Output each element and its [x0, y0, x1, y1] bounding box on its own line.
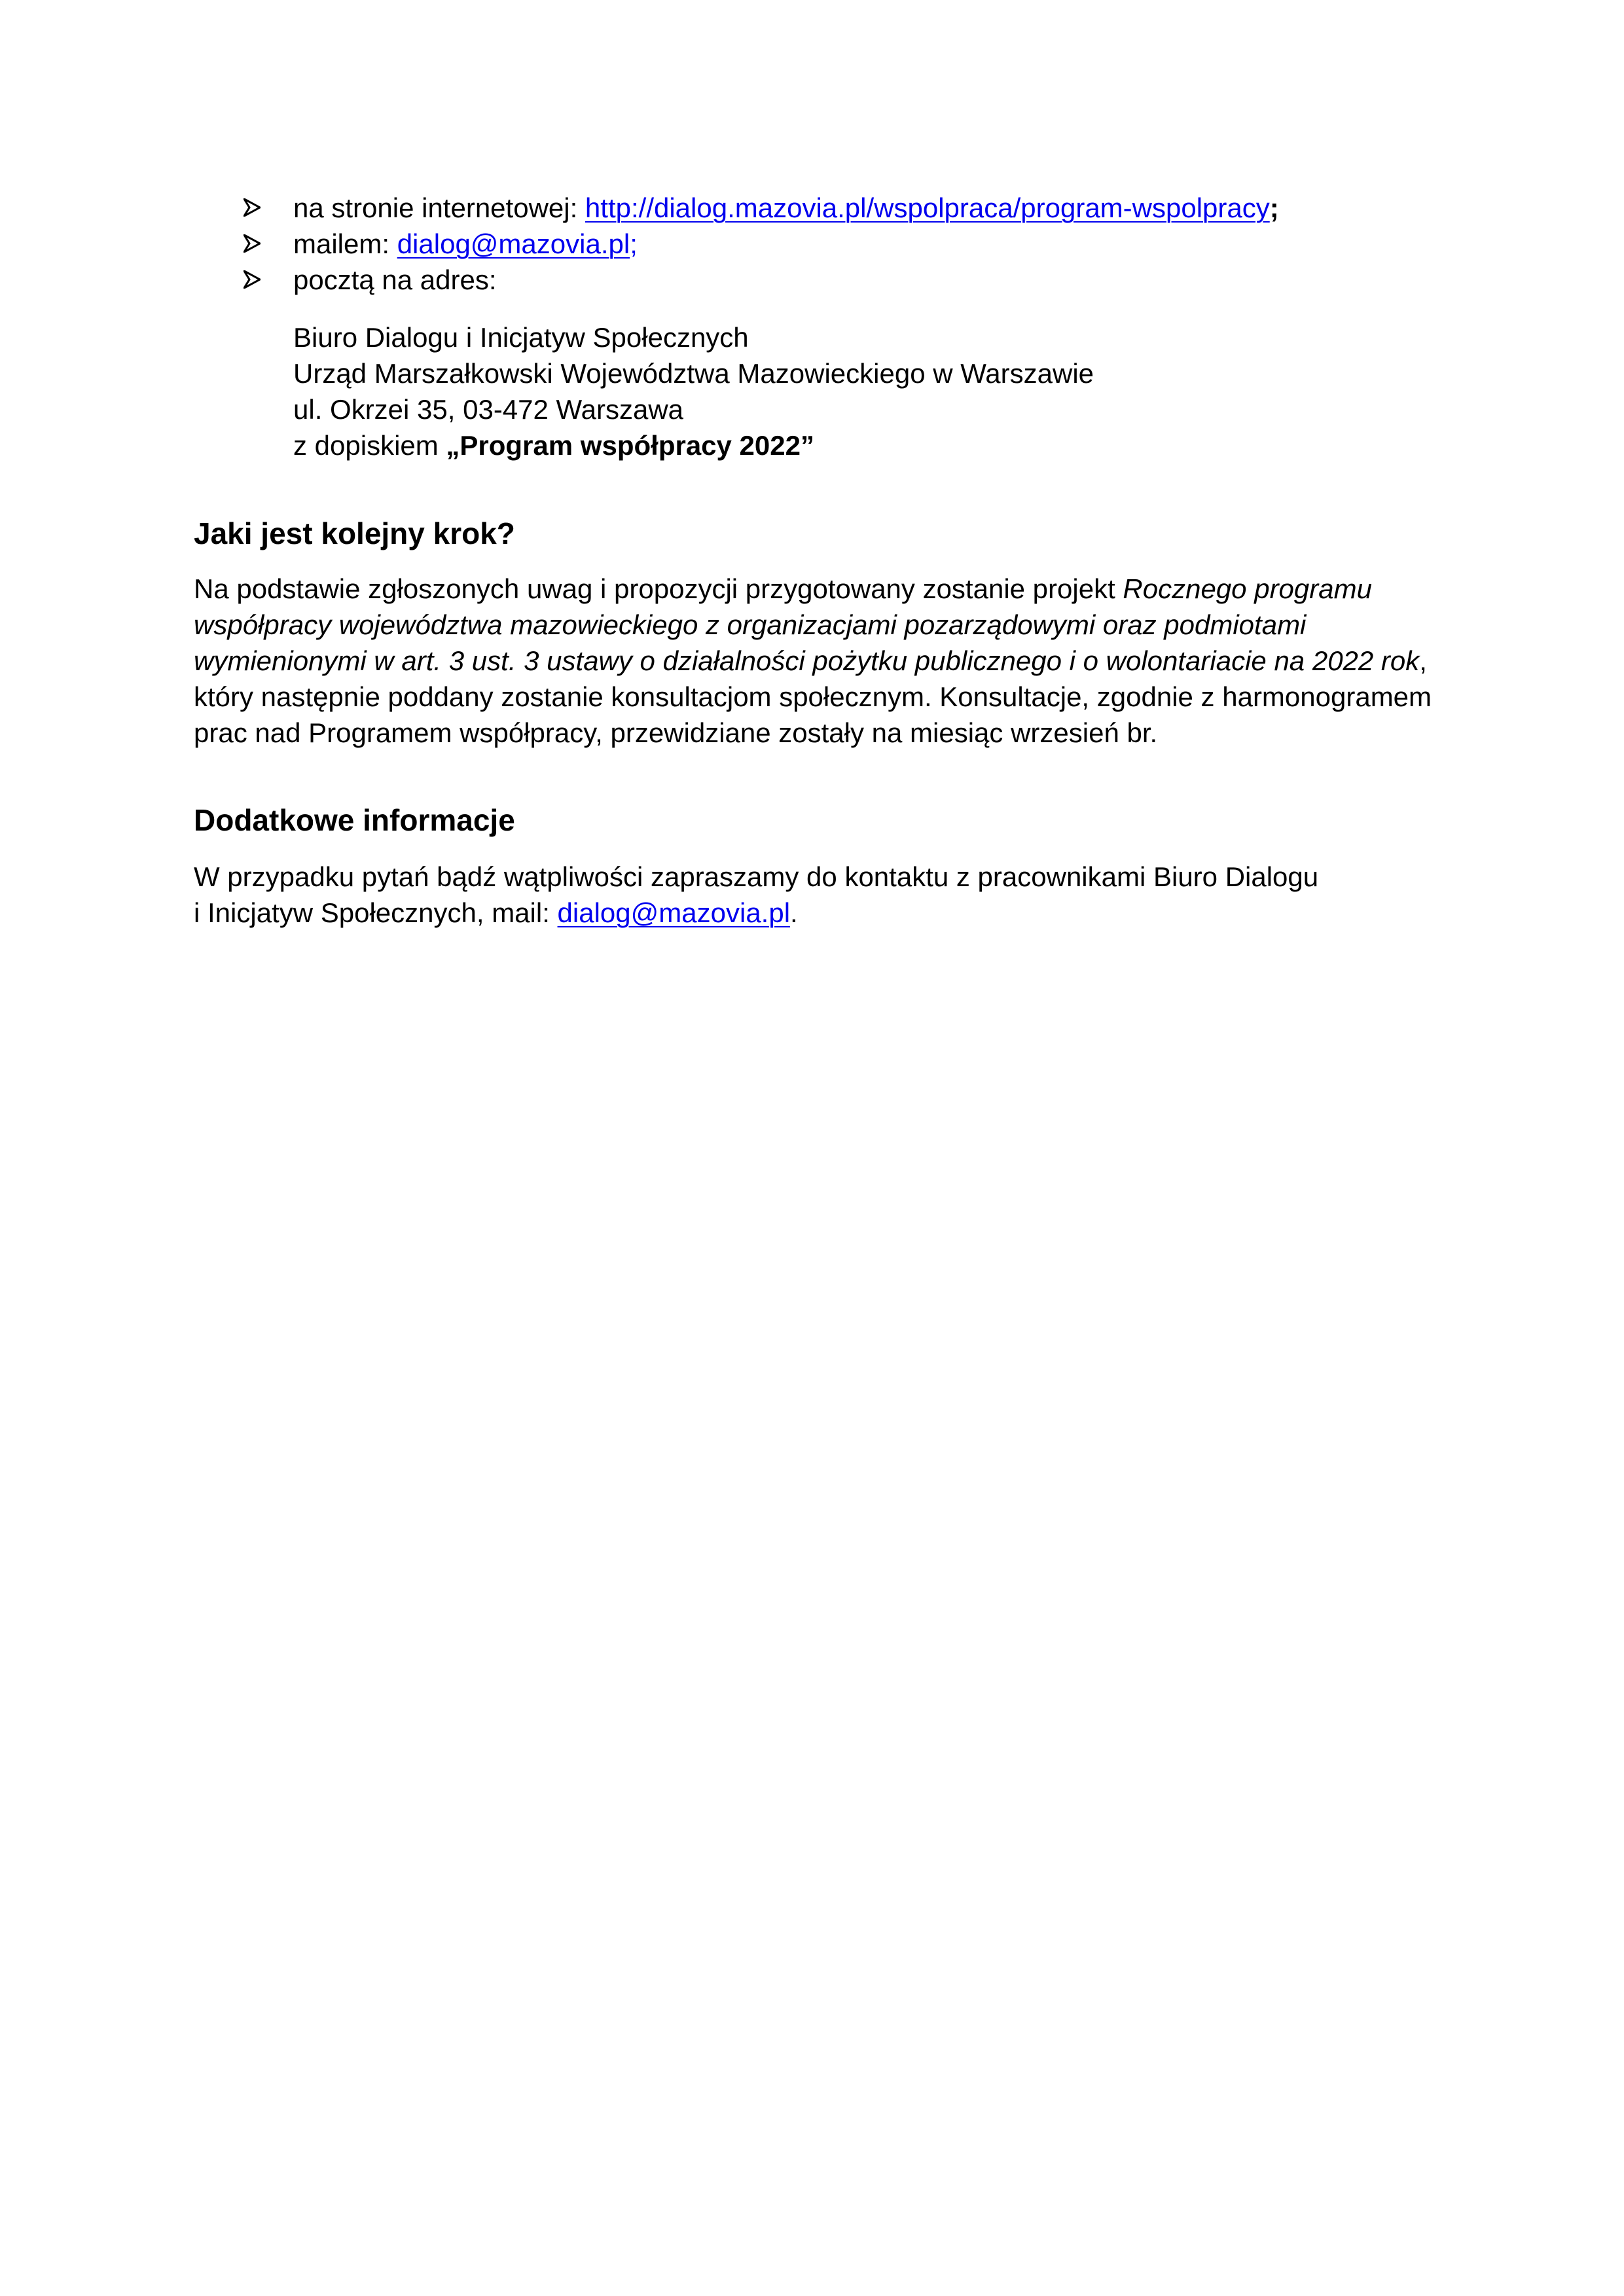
list-item-text [293, 226, 638, 262]
address-line-office: Biuro Dialogu i Inicjatyw Społecznych [293, 322, 749, 353]
arrow-bullet-icon [244, 234, 261, 253]
contact-methods-list [244, 190, 1422, 298]
list-item-text [293, 190, 1279, 226]
list-item-email [244, 226, 1422, 262]
arrow-bullet-icon [244, 198, 261, 217]
list-item-punctuation: ; [1269, 192, 1279, 223]
text-run: Na podstawie zgłoszonych uwag i propozycji przygotowany zostanie projekt [194, 573, 1123, 604]
email-link[interactable]: dialog@mazovia.pl [397, 228, 630, 259]
section-heading-next-step: Jaki jest kolejny krok? [194, 516, 515, 550]
paragraph-line [194, 895, 1437, 931]
italic-text-run: wymienionymi w art. 3 ust. 3 ustawy o działalności pożytku publicznego i o wolontariacie na 2022 rok [194, 645, 1420, 676]
text-run: , [1419, 645, 1427, 676]
list-item-label: na stronie internetowej: [293, 192, 585, 223]
list-item-punctuation: ; [630, 228, 638, 259]
website-link[interactable]: http://dialog.mazovia.pl/wspolpraca/program-wspolpracy [585, 192, 1270, 223]
note-label: z dopiskiem [293, 430, 446, 461]
address-line-institution: Urząd Marszałkowski Województwa Mazowieckiego w Warszawie [293, 358, 1094, 389]
paragraph-line: który następnie poddany zostanie konsultacjom społecznym. Konsultacje, zgodnie z harmonogramem [194, 681, 1432, 712]
list-item-post [244, 262, 1422, 298]
paragraph-next-step [194, 571, 1437, 751]
arrow-bullet-icon [244, 270, 261, 289]
postal-address [293, 319, 1471, 463]
address-line-street: ul. Okrzei 35, 03-472 Warszawa [293, 394, 684, 425]
paragraph-line [194, 643, 1437, 679]
note-title: „Program współpracy 2022” [446, 430, 814, 461]
list-item-label: mailem: [293, 228, 397, 259]
section-heading-additional-info: Dodatkowe informacje [194, 803, 515, 837]
paragraph-line: W przypadku pytań bądź wątpliwości zapraszamy do kontaktu z pracownikami Biuro Dialogu [194, 861, 1319, 892]
paragraph-additional-info [194, 859, 1437, 931]
paragraph-line: współpracy województwa mazowieckiego z organizacjami pozarządowymi oraz podmiotami [194, 609, 1307, 640]
address-line-note [293, 427, 1471, 463]
contact-email-link[interactable]: dialog@mazovia.pl [557, 897, 791, 928]
paragraph-line [194, 571, 1437, 607]
list-item-text: pocztą na adres: [293, 264, 497, 295]
text-run: . [790, 897, 798, 928]
italic-text-run: Rocznego programu [1123, 573, 1372, 604]
paragraph-line: prac nad Programem współpracy, przewidziane zostały na miesiąc wrzesień br. [194, 717, 1158, 748]
list-item-website [244, 190, 1422, 226]
text-run: i Inicjatyw Społecznych, mail: [194, 897, 558, 928]
